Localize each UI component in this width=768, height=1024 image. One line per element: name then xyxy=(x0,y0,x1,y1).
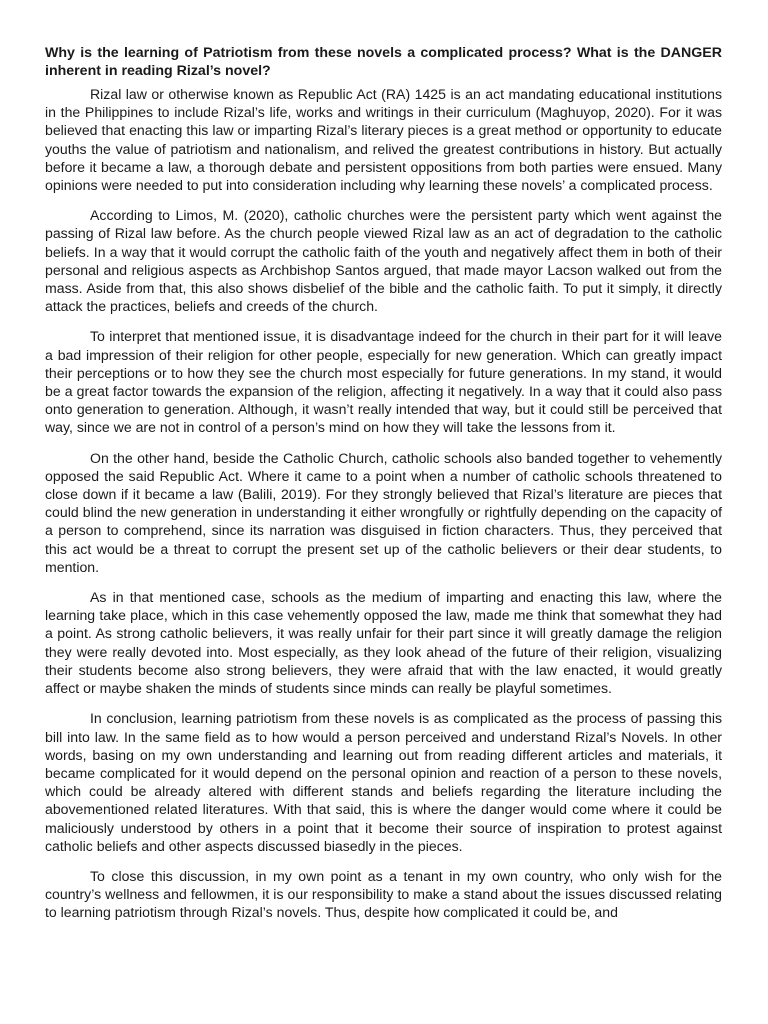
paragraph-conclusion: In conclusion, learning patriotism from these novels is as complicated as the process of passing this bill into law. In the same field as to how would a person perceived and understand Rizal’s Novels. In other words, basing on my own understanding and learning out from reading different articles and materials, it became complicated for it would depend on the personal opinion and reaction of a person to these novels, which could be already altered with different stands and beliefs regarding the literature including the abovementioned related literatures. With that said, this is where the danger would come where it could be maliciously understood by others in a point that it become their source of inspiration to protest against catholic beliefs and other aspects discussed biasedly in the pieces. xyxy=(45,710,722,854)
document-body xyxy=(45,44,722,934)
paragraph-schools-medium: As in that mentioned case, schools as the medium of imparting and enacting this law, where the learning take place, which in this case vehemently opposed the law, made me think that somewhat they had a point. As strong catholic believers, it was really unfair for their part since it will greatly damage the religion they were really devoted into. Most especially, as they look ahead of the future of their religion, visualizing their students become also strong believers, they were afraid that with the law enacted, it would greatly affect or maybe shaken the minds of students since minds can really be playful sometimes. xyxy=(45,589,722,697)
paragraph-catholic-schools: On the other hand, beside the Catholic Church, catholic schools also banded together to vehemently opposed the said Republic Act. Where it came to a point when a number of catholic schools threatened to close down if it became a law (Balili, 2019). For they strongly believed that Rizal’s literature are pieces that could blind the new generation in understanding it either wrongfully or rightfully depending on the capacity of a person to comprehend, since its narration was disguised in fiction characters. Thus, they perceived that this act would be a threat to corrupt the present set up of the catholic believers or their dear students, to mention. xyxy=(45,449,722,575)
paragraph-rizal-law-intro: Rizal law or otherwise known as Republic Act (RA) 1425 is an act mandating educational institutions in the Philippines to include Rizal’s life, works and writings in their curriculum (Maghuyop, 2020). For it was believed that enacting this law or imparting Rizal’s literary pieces is a great method or opportunity to educate youths the value of patriotism and nationalism, and relived the greatest contributions in history. But actually before it became a law, a thorough debate and persistent oppositions from both parties were ensued. Many opinions were needed to put into consideration including why learning these novels’ a complicated process. xyxy=(45,86,722,194)
paragraph-closing: To close this discussion, in my own point as a tenant in my own country, who only wish for the country’s wellness and fellowmen, it is our responsibility to make a stand about the issues discussed relating to learning patriotism through Rizal’s novels. Thus, despite how complicated it could be, and xyxy=(45,867,722,921)
paragraph-interpretation: To interpret that mentioned issue, it is disadvantage indeed for the church in their part for it will leave a bad impression of their religion for other people, especially for new generation. Which can greatly impact their perceptions or to how they see the church most especially for future generations. In my stand, it would be a great factor towards the expansion of the religion, affecting it negatively. In a way that it could also pass onto generation to generation. Although, it wasn’t really intended that way, but it could still be perceived that way, since we are not in control of a person’s mind on how they will take the lessons from it. xyxy=(45,328,722,436)
paragraph-catholic-church-opposition: According to Limos, M. (2020), catholic churches were the persistent party which went against the passing of Rizal law before. As the church people viewed Rizal law as an act of degradation to the catholic beliefs. In a way that it would corrupt the catholic faith of the youth and negatively affect them in both of their personal and religious aspects as Archbishop Santos argued, that made mayor Lacson walked out from the mass. Aside from that, this also shows disbelief of the bible and the catholic faith. To put it simply, it directly attack the practices, beliefs and creeds of the church. xyxy=(45,207,722,315)
question-heading: Why is the learning of Patriotism from these novels a complicated process? What is the DANGER inherent in reading Rizal’s novel? xyxy=(45,45,722,79)
